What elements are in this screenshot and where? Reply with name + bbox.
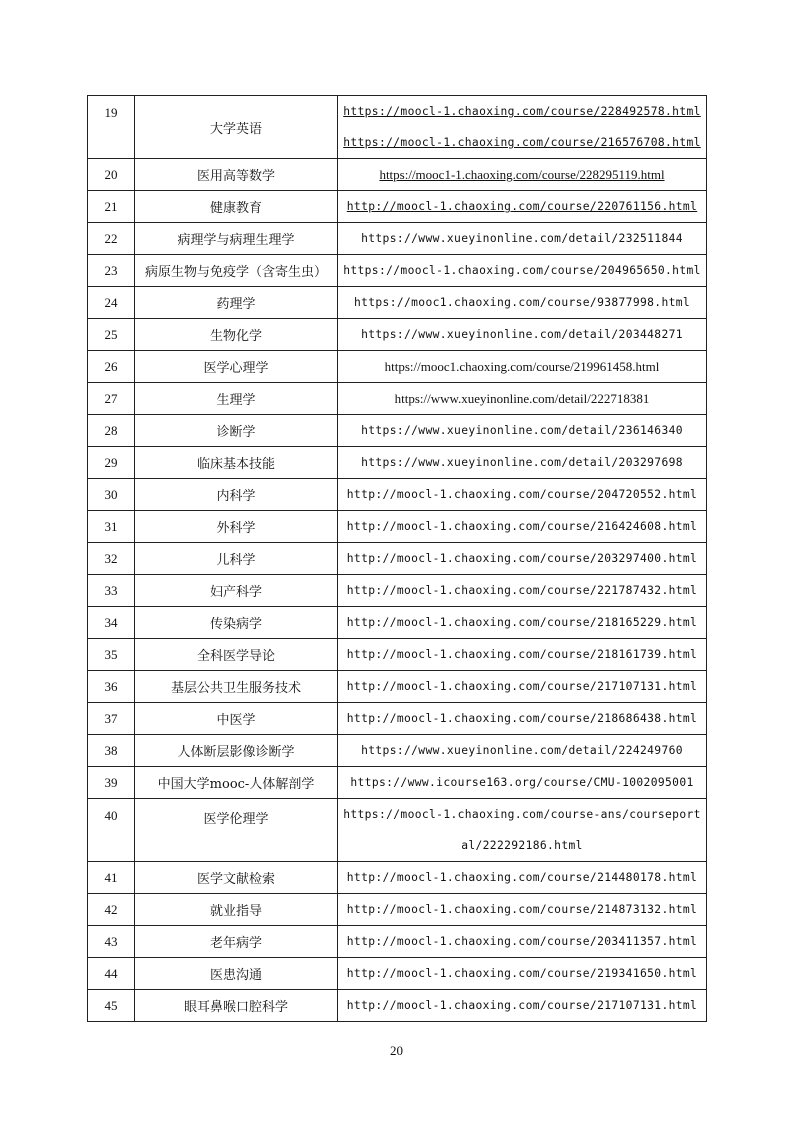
course-name: 基层公共卫生服务技术 — [135, 671, 338, 703]
table-row — [88, 958, 707, 990]
row-number: 27 — [88, 383, 135, 415]
course-url: https://www.xueyinonline.com/detail/222718381 — [338, 383, 707, 415]
row-number: 36 — [88, 671, 135, 703]
course-url-line: al/222292186.html — [461, 839, 583, 852]
table-row — [88, 671, 707, 703]
table-row — [88, 767, 707, 799]
course-url: http://moocl-1.chaoxing.com/course/218686438.html — [338, 703, 707, 735]
row-number: 28 — [88, 415, 135, 447]
course-name: 诊断学 — [135, 415, 338, 447]
course-name: 中医学 — [135, 703, 338, 735]
row-number: 41 — [88, 862, 135, 894]
course-url: http://moocl-1.chaoxing.com/course/203297400.html — [338, 543, 707, 575]
course-url-table — [87, 95, 707, 1022]
course-url: https://www.icourse163.org/course/CMU-1002095001 — [338, 767, 707, 799]
course-name: 病原生物与免疫学（含寄生虫） — [135, 255, 338, 287]
row-number: 25 — [88, 319, 135, 351]
course-url: http://moocl-1.chaoxing.com/course/203411357.html — [338, 926, 707, 958]
course-name: 病理学与病理生理学 — [135, 223, 338, 255]
course-name: 医患沟通 — [135, 958, 338, 990]
course-url: http://moocl-1.chaoxing.com/course/204720552.html — [338, 479, 707, 511]
row-number: 44 — [88, 958, 135, 990]
table-row — [88, 383, 707, 415]
course-url-link[interactable]: https://mooc1-1.chaoxing.com/course/228295119.html — [379, 166, 665, 182]
course-url-link[interactable]: http://moocl-1.chaoxing.com/course/220761156.html — [346, 200, 698, 213]
table-row — [88, 735, 707, 767]
course-url: http://moocl-1.chaoxing.com/course/216424608.html — [338, 511, 707, 543]
row-number: 22 — [88, 223, 135, 255]
course-url-cell — [338, 799, 707, 862]
row-number: 23 — [88, 255, 135, 287]
row-number: 40 — [88, 799, 135, 862]
course-name: 全科医学导论 — [135, 639, 338, 671]
course-name: 人体断层影像诊断学 — [135, 735, 338, 767]
course-url: https://www.xueyinonline.com/detail/203448271 — [338, 319, 707, 351]
table-row — [88, 575, 707, 607]
table-row — [88, 990, 707, 1022]
row-number: 33 — [88, 575, 135, 607]
row-number: 43 — [88, 926, 135, 958]
course-url: https://www.xueyinonline.com/detail/203297698 — [338, 447, 707, 479]
table-row — [88, 511, 707, 543]
course-url: http://moocl-1.chaoxing.com/course/218165229.html — [338, 607, 707, 639]
course-url: http://moocl-1.chaoxing.com/course/214480178.html — [338, 862, 707, 894]
row-number: 20 — [88, 159, 135, 191]
course-name: 老年病学 — [135, 926, 338, 958]
course-name: 妇产科学 — [135, 575, 338, 607]
table-row — [88, 543, 707, 575]
course-name: 医学心理学 — [135, 351, 338, 383]
course-url-cell — [338, 191, 707, 223]
table-row — [88, 447, 707, 479]
table-row — [88, 639, 707, 671]
table-row — [88, 191, 707, 223]
course-url: https://www.xueyinonline.com/detail/232511844 — [338, 223, 707, 255]
row-number: 21 — [88, 191, 135, 223]
course-url: http://moocl-1.chaoxing.com/course/214873132.html — [338, 894, 707, 926]
course-name: 药理学 — [135, 287, 338, 319]
course-url-link[interactable]: https://moocl-1.chaoxing.com/course/216576708.html — [343, 136, 701, 149]
course-name: 临床基本技能 — [135, 447, 338, 479]
table-row — [88, 415, 707, 447]
table-row — [88, 96, 707, 159]
table-row — [88, 159, 707, 191]
row-number: 31 — [88, 511, 135, 543]
course-url: https://mooc1.chaoxing.com/course/219961458.html — [338, 351, 707, 383]
table-row — [88, 799, 707, 862]
course-url: http://moocl-1.chaoxing.com/course/219341650.html — [338, 958, 707, 990]
row-number: 24 — [88, 287, 135, 319]
course-name: 医用高等数学 — [135, 159, 338, 191]
course-url: https://www.xueyinonline.com/detail/236146340 — [338, 415, 707, 447]
table-row — [88, 894, 707, 926]
table-row — [88, 926, 707, 958]
course-name: 儿科学 — [135, 543, 338, 575]
course-name: 医学文献检索 — [135, 862, 338, 894]
row-number: 29 — [88, 447, 135, 479]
course-name: 外科学 — [135, 511, 338, 543]
course-url: https://mooc1.chaoxing.com/course/93877998.html — [338, 287, 707, 319]
course-url: http://moocl-1.chaoxing.com/course/218161739.html — [338, 639, 707, 671]
row-number: 37 — [88, 703, 135, 735]
table-row — [88, 223, 707, 255]
course-name: 中国大学mooc-人体解剖学 — [135, 767, 338, 799]
row-number: 26 — [88, 351, 135, 383]
course-name: 健康教育 — [135, 191, 338, 223]
course-name: 医学伦理学 — [135, 799, 338, 862]
course-name: 就业指导 — [135, 894, 338, 926]
course-url-line: https://moocl-1.chaoxing.com/course-ans/courseport — [343, 808, 701, 821]
course-url: http://moocl-1.chaoxing.com/course/217107131.html — [338, 671, 707, 703]
course-name: 内科学 — [135, 479, 338, 511]
course-url-cell — [338, 159, 707, 191]
row-number: 35 — [88, 639, 135, 671]
course-url: https://moocl-1.chaoxing.com/course/204965650.html — [338, 255, 707, 287]
row-number: 45 — [88, 990, 135, 1022]
course-name: 大学英语 — [135, 96, 338, 159]
row-number: 19 — [88, 96, 135, 159]
course-url-link[interactable]: https://moocl-1.chaoxing.com/course/228492578.html — [343, 105, 701, 118]
course-name: 传染病学 — [135, 607, 338, 639]
table-row — [88, 351, 707, 383]
course-url: http://moocl-1.chaoxing.com/course/217107131.html — [338, 990, 707, 1022]
course-url: http://moocl-1.chaoxing.com/course/221787432.html — [338, 575, 707, 607]
table-row — [88, 255, 707, 287]
row-number: 30 — [88, 479, 135, 511]
table-row — [88, 287, 707, 319]
table-row — [88, 479, 707, 511]
table-row — [88, 319, 707, 351]
row-number: 32 — [88, 543, 135, 575]
page-number: 20 — [390, 1043, 403, 1058]
course-name: 生理学 — [135, 383, 338, 415]
table-row — [88, 703, 707, 735]
table-row — [88, 607, 707, 639]
course-name: 生物化学 — [135, 319, 338, 351]
course-url: https://www.xueyinonline.com/detail/224249760 — [338, 735, 707, 767]
row-number: 34 — [88, 607, 135, 639]
course-url-cell — [338, 96, 707, 159]
row-number: 42 — [88, 894, 135, 926]
table-row — [88, 862, 707, 894]
row-number: 39 — [88, 767, 135, 799]
row-number: 38 — [88, 735, 135, 767]
course-name: 眼耳鼻喉口腔科学 — [135, 990, 338, 1022]
